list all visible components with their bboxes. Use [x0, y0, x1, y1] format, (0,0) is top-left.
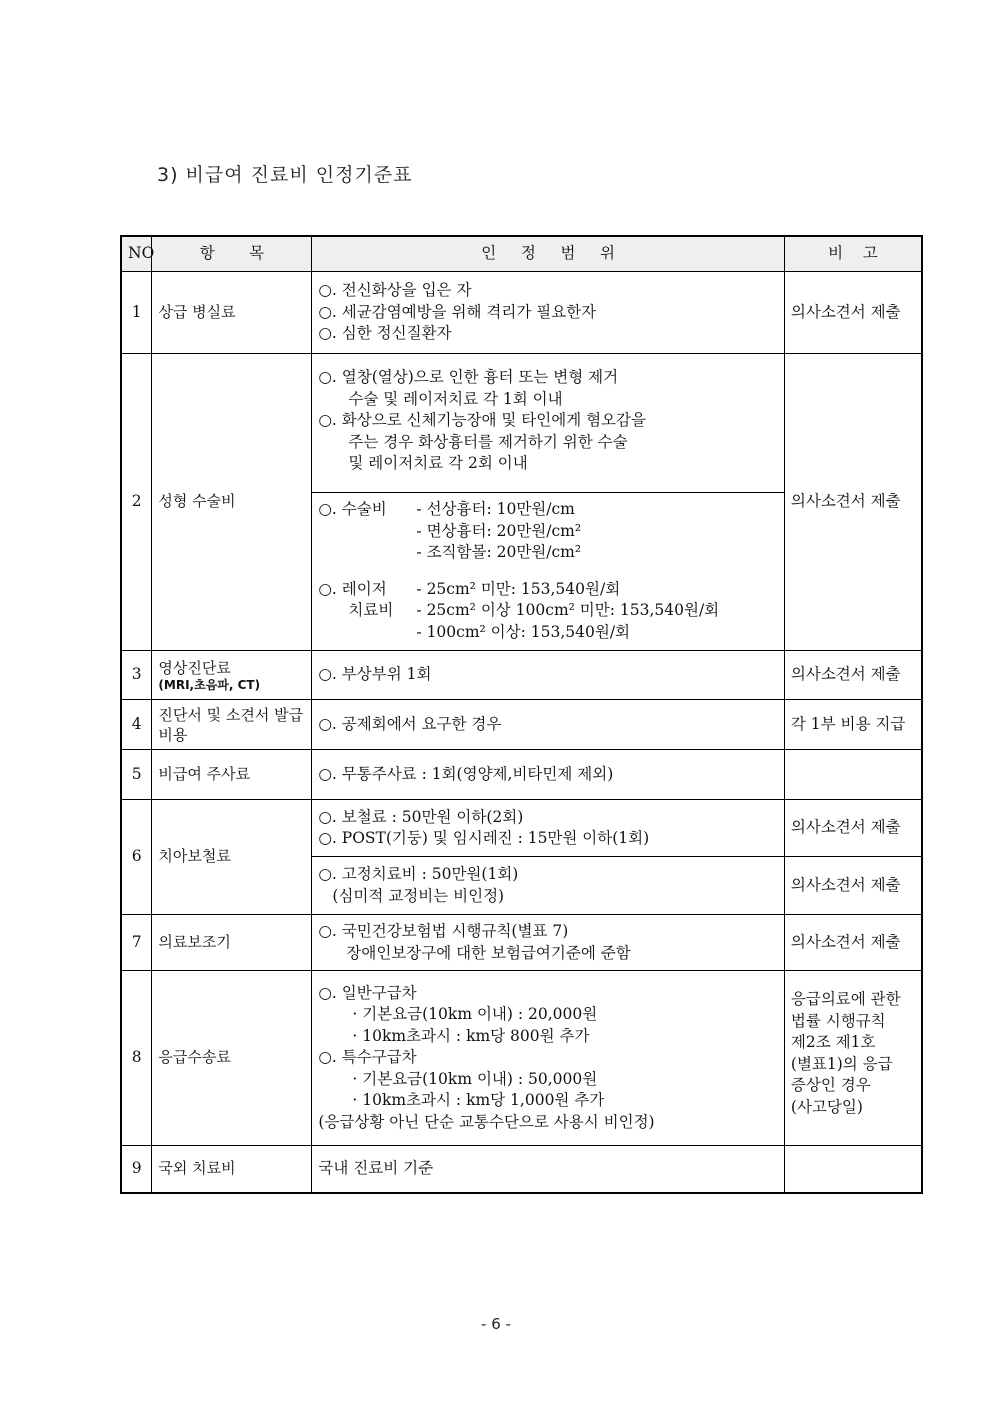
row-no: 4 [121, 700, 152, 750]
row-no: 1 [121, 272, 152, 354]
row-no: 9 [121, 1146, 152, 1193]
row-no: 3 [121, 651, 152, 700]
range-line: ○. 전신화상을 입은 자 [318, 281, 472, 300]
row-range-a [312, 800, 784, 857]
range-line: ○. 화상으로 신체기능장애 및 타인에게 혐오감을 [318, 411, 646, 429]
row-note: 의사소견서 제출 [784, 272, 922, 354]
item-title: 영상진단료 [158, 658, 231, 677]
surgery-label: ○. 수술비 [318, 500, 387, 518]
table-row [121, 354, 922, 493]
laser-line: - 100cm² 이상: 153,540원/회 [416, 622, 631, 641]
header-no: NO [121, 236, 152, 272]
row-range [312, 1146, 784, 1193]
table-row [121, 272, 922, 354]
range-line: ○. 특수구급차 [318, 1048, 417, 1067]
table-row [121, 800, 922, 857]
surgery-line: - 조직함몰: 20만원/cm² [416, 543, 582, 561]
note-line: (사고당일) [790, 1097, 863, 1116]
row-note: 의사소견서 제출 [784, 651, 922, 700]
table-row [121, 1146, 922, 1193]
range-line: 장애인보장구에 대한 보험급여기준에 준함 [346, 943, 631, 962]
range-line: ○. 무통주사료 : 1회(영양제,비타민제 제외) [318, 764, 614, 783]
laser-line: - 25cm² 이상 100cm² 미만: 153,540원/회 [416, 601, 720, 619]
table-row [121, 915, 922, 971]
range-line: 수술 및 레이저치료 각 1회 이내 [348, 389, 563, 408]
note-line: 증상인 경우 [790, 1076, 871, 1094]
row-note: 각 1부 비용 지급 [784, 700, 922, 750]
note-line: (별표1)의 응급 [790, 1054, 893, 1073]
row-range [312, 700, 784, 750]
row-note: 의사소견서 제출 [784, 354, 922, 651]
range-line: · 10km초과시 : km당 800원 추가 [352, 1026, 590, 1045]
row-item: 진단서 및 소견서 발급비용 [152, 700, 312, 750]
row-no: 5 [121, 750, 152, 800]
row-item [152, 651, 312, 700]
laser-line: - 25cm² 미만: 153,540원/회 [416, 579, 621, 598]
range-line: ○. 국민건강보험법 시행규칙(별표 7) [318, 922, 569, 940]
row-note [784, 1146, 922, 1193]
range-line: ○. 고정치료비 : 50만원(1회) [318, 865, 519, 883]
row-note [784, 971, 922, 1146]
range-line: ○. 부상부위 1회 [318, 665, 432, 684]
section-title: 3) 비급여 진료비 인정기준표 [157, 164, 413, 186]
table-row [121, 750, 922, 800]
note-line: 응급의료에 관한 [790, 990, 901, 1008]
row-item: 의료보조기 [152, 915, 312, 971]
row-range [312, 272, 784, 354]
row-note: 의사소견서 제출 [784, 915, 922, 971]
note-line: 법률 시행규칙 [790, 1011, 886, 1030]
row-note [784, 750, 922, 800]
row-range-b [312, 857, 784, 915]
table-row [121, 700, 922, 750]
range-line: 주는 경우 화상흉터를 제거하기 위한 수술 [348, 432, 628, 451]
row-range [312, 651, 784, 700]
row-item: 상급 병실료 [152, 272, 312, 354]
row-note-b: 의사소견서 제출 [784, 857, 922, 915]
table-row [121, 971, 922, 1146]
row-item: 치아보철료 [152, 800, 312, 915]
row-no: 6 [121, 800, 152, 915]
range-line: ○. 보철료 : 50만원 이하(2회) [318, 807, 524, 826]
range-line: 및 레이저치료 각 2회 이내 [348, 454, 528, 472]
row-no: 7 [121, 915, 152, 971]
header-item: 항 목 [152, 236, 312, 272]
item-subtitle: (MRI,초음파, CT) [158, 677, 261, 692]
row-note-a: 의사소견서 제출 [784, 800, 922, 857]
range-line: · 기본요금(10km 이내) : 50,000원 [352, 1069, 598, 1088]
header-note: 비 고 [784, 236, 922, 272]
note-line: 제2조 제1호 [790, 1033, 876, 1051]
laser-label: ○. 레이저 [318, 579, 387, 598]
surgery-line: - 면상흉터: 20만원/cm² [416, 521, 582, 540]
row-item: 비급여 주사료 [152, 750, 312, 800]
table-header-row [121, 236, 922, 272]
range-line: · 10km초과시 : km당 1,000원 추가 [352, 1091, 605, 1110]
range-line: ○. 세균감염예방을 위해 격리가 필요한자 [318, 302, 597, 321]
table-row [121, 651, 922, 700]
row-item: 응급수송료 [152, 971, 312, 1146]
range-line: ○. 심한 정신질환자 [318, 324, 452, 343]
range-line: ○. POST(기둥) 및 임시레진 : 15만원 이하(1회) [318, 829, 650, 847]
range-line: (심미적 교정비는 비인정) [332, 886, 505, 905]
range-line: ○. 열창(열상)으로 인한 흉터 또는 변형 제거 [318, 368, 619, 386]
laser-label: 치료비 [348, 601, 394, 619]
range-line: ○. 공제회에서 요구한 경우 [318, 714, 502, 733]
criteria-table [120, 235, 923, 1194]
spacer [318, 564, 777, 579]
row-range [312, 971, 784, 1146]
row-range-a [312, 354, 784, 493]
range-line: 국내 진료비 기준 [318, 1159, 434, 1177]
row-range-b [312, 493, 784, 651]
page-number: - 6 - [481, 1315, 511, 1333]
range-line: · 기본요금(10km 이내) : 20,000원 [352, 1005, 598, 1024]
row-item: 국외 치료비 [152, 1146, 312, 1193]
row-item: 성형 수술비 [152, 354, 312, 651]
row-range [312, 750, 784, 800]
row-no: 2 [121, 354, 152, 651]
range-line: ○. 일반구급차 [318, 983, 417, 1002]
row-no: 8 [121, 971, 152, 1146]
range-line: (응급상황 아닌 단순 교통수단으로 사용시 비인정) [318, 1112, 655, 1131]
header-range: 인 정 범 위 [312, 236, 784, 272]
row-range [312, 915, 784, 971]
surgery-line: - 선상흉터: 10만원/cm [416, 500, 575, 518]
